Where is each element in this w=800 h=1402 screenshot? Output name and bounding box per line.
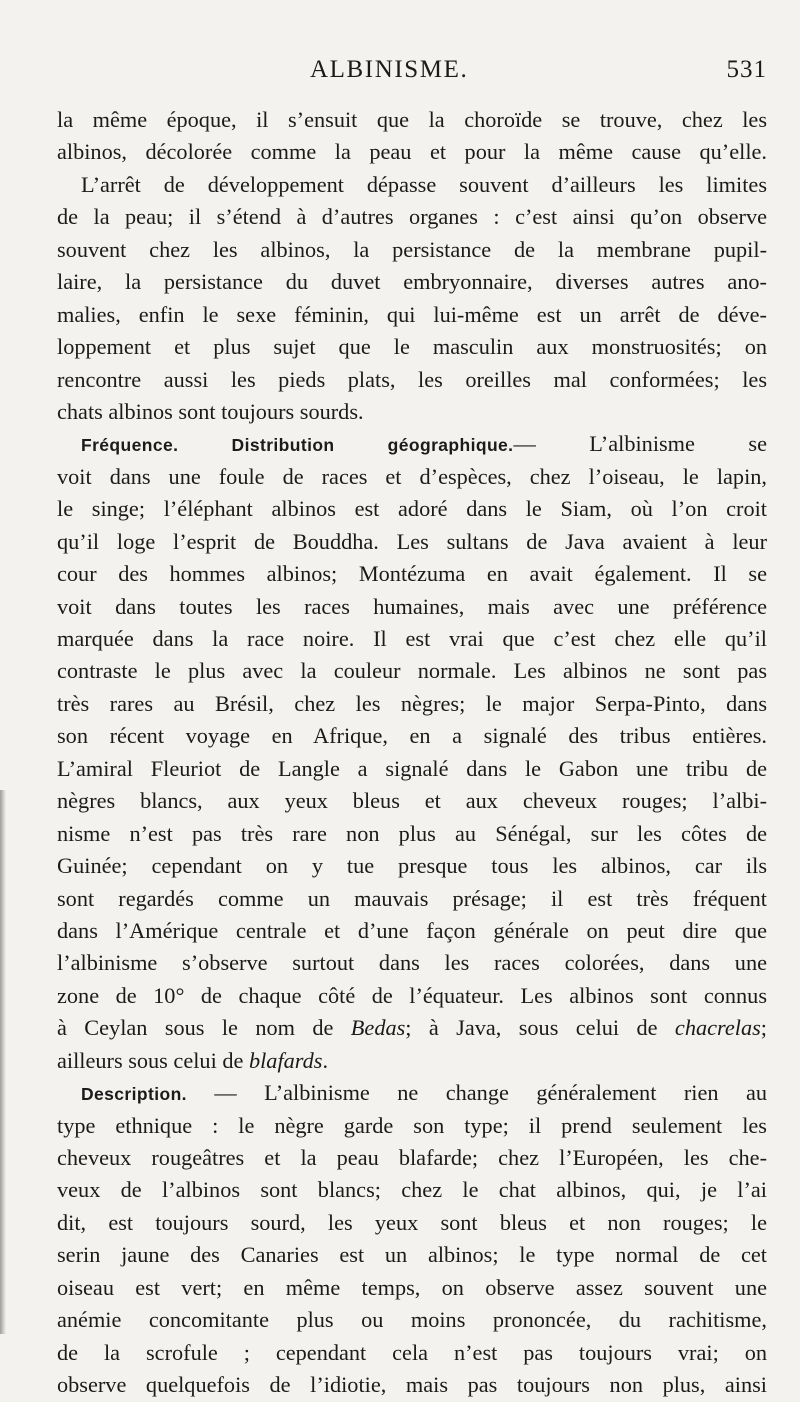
section-heading-frequence: Fréquence. Distribution géographique. (81, 435, 514, 456)
text-line: albinos, décolorée comme la peau et pour la même cause qu’elle. (57, 139, 767, 165)
text-line: de la scrofule ; cependant cela n’est pas toujours vrai; on (57, 1339, 767, 1365)
text-line: cour des hommes albinos; Montézuma en avait également. Il se (57, 561, 767, 587)
text-line: dans l’Amérique centrale et d’une façon générale on peut dire que (57, 917, 767, 943)
section-heading-description: Description. (81, 1084, 187, 1105)
text-line: l’albinisme s’observe surtout dans les races colorées, dans une (57, 950, 767, 976)
text-line: oiseau est vert; en même temps, on observe assez souvent une (57, 1274, 767, 1300)
running-head: ALBINISME. (310, 56, 469, 83)
text-line: chats albinos sont toujours sourds. (57, 398, 364, 424)
text-line: son récent voyage en Afrique, en a signalé des tribus entières. (57, 723, 767, 749)
binding-shadow (0, 790, 6, 1334)
italic-term-chacrelas: chacrelas (674, 1015, 761, 1041)
text-line: serin jaune des Canaries est un albinos; le type normal de cet (57, 1242, 767, 1268)
text-line: voit dans toutes les races humaines, mais avec une préférence (57, 593, 767, 619)
page-number: 531 (726, 56, 767, 83)
text-line: voit dans une foule de races et d’espèces, chez l’oiseau, le lapin, (57, 463, 767, 489)
text-line: contraste le plus avec la couleur normale. Les albinos ne sont pas (57, 658, 767, 684)
text-line: sont regardés comme un mauvais présage; il est très fréquent (57, 885, 767, 911)
text-line: laire, la persistance du duvet embryonnaire, diverses autres ano- (57, 269, 767, 295)
text-line-with-term (57, 1045, 767, 1077)
text-line: qu’il loge l’esprit de Bouddha. Les sultans de Java avaient à leur (57, 528, 767, 554)
body-text (57, 104, 767, 1402)
text-line: L’arrêt de développement dépasse souvent d’ailleurs les limites (81, 171, 767, 197)
text-line: L’amiral Fleuriot de Langle a signalé dans le Gabon une tribu de (57, 755, 767, 781)
text-line: dit, est toujours sourd, les yeux sont bleus et non rouges; le (57, 1209, 767, 1235)
italic-term-bedas: Bedas (350, 1015, 406, 1041)
text-line: veux de l’albinos sont blancs; chez le chat albinos, qui, je l’ai (57, 1177, 767, 1203)
text-line: rencontre aussi les pieds plats, les oreilles mal conformées; les (57, 366, 767, 392)
section-heading-line (57, 428, 767, 460)
text-fragment: ailleurs sous celui de (57, 1047, 249, 1073)
italic-term-blafards: blafards (248, 1047, 323, 1073)
text-fragment: à Ceylan sous le nom de (57, 1015, 351, 1041)
text-fragment: ; à Java, sous celui de (405, 1015, 675, 1041)
page-header (0, 56, 800, 96)
text-line: de la peau; il s’étend à d’autres organes : c’est ainsi qu’on observe (57, 204, 767, 230)
text-line: loppement et plus sujet que le masculin aux monstruosités; on (57, 334, 767, 360)
text-line: anémie concomitante plus ou moins prononcée, du rachitisme, (57, 1307, 767, 1333)
text-line: souvent chez les albinos, la persistance de la membrane pupil- (57, 236, 767, 262)
text-line: le singe; l’éléphant albinos est adoré dans le Siam, où l’on croit (57, 496, 767, 522)
text-line: marquée dans la race noire. Il est vrai que c’est chez elle qu’il (57, 626, 767, 651)
text-line: malies, enfin le sexe féminin, qui lui-même est un arrêt de déve- (57, 301, 767, 327)
text-line: Guinée; cependant on y tue presque tous les albinos, car ils (57, 853, 767, 879)
text-line: type ethnique : le nègre garde son type; il prend seulement les (57, 1112, 767, 1138)
text-line: très rares au Brésil, chez les nègres; le major Serpa-Pinto, dans (57, 690, 767, 716)
text-line: zone de 10° de chaque côté de l’équateur. Les albinos sont connus (57, 982, 767, 1008)
text-fragment: . (322, 1047, 329, 1073)
text-line-with-terms (57, 1012, 767, 1044)
text-line: la même époque, il s’ensuit que la choroïde se trouve, chez les (57, 107, 767, 132)
text-line: nègres blancs, aux yeux bleus et aux cheveux rouges; l’albi- (57, 788, 767, 814)
text-fragment: ; (760, 1015, 767, 1041)
text-line: observe quelquefois de l’idiotie, mais pas toujours non plus, ainsi (57, 1372, 767, 1398)
section-heading-line (57, 1077, 767, 1109)
heading-line-text: — L’albinisme ne change généralement rien au (214, 1080, 767, 1106)
text-line: nisme n’est pas très rare non plus au Sénégal, sur les côtes de (57, 820, 767, 846)
heading-line-text: — L’albinisme se (513, 431, 767, 457)
text-line: cheveux rougeâtres et la peau blafarde; chez l’Européen, les che- (57, 1145, 767, 1170)
